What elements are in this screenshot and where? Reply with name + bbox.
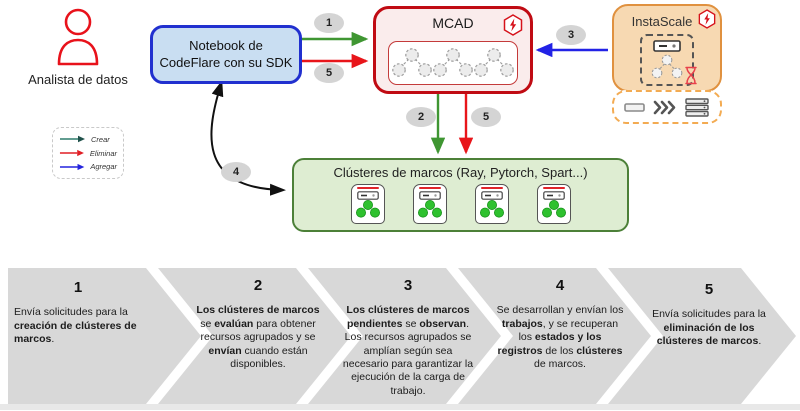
legend-label: Crear [91, 134, 110, 144]
step-2-number: 2 [253, 277, 263, 294]
step-badge-5-down: 5 [471, 107, 501, 127]
legend [52, 127, 124, 179]
framework-clusters-box [292, 158, 629, 232]
instascale-title: InstaScale [631, 14, 693, 29]
operator-hexagon-bolt-icon [698, 9, 716, 29]
worker-pods-icon [355, 200, 381, 218]
worker-pods-icon [479, 200, 505, 218]
step-3 [340, 276, 476, 398]
head-node-icon [357, 191, 379, 200]
server-stack-icon [685, 98, 710, 117]
step-badge-5-top: 5 [314, 63, 344, 83]
step-5-number: 5 [704, 281, 714, 298]
step-5 [646, 280, 772, 349]
step-4 [496, 276, 624, 371]
step-1-text: Envía solicitudes para la creación de clústeres de marcos. [14, 306, 137, 346]
head-node-icon [481, 191, 503, 200]
mcad-title: MCAD [432, 15, 474, 31]
step-badge-1: 1 [314, 13, 344, 33]
legend-row-create [59, 135, 117, 144]
step-3-number: 3 [403, 277, 413, 294]
worker-pods-icon [417, 200, 443, 218]
step-1 [14, 278, 142, 347]
card-accent-line [481, 187, 503, 189]
framework-clusters-title: Clústeres de marcos (Ray, Pytorch, Spart...) [333, 165, 588, 180]
card-accent-line [419, 187, 441, 189]
analyst-label: Analista de datos [28, 72, 128, 87]
legend-label: Agregar [90, 162, 117, 172]
step-badge-4: 4 [221, 162, 251, 182]
process-steps-band [0, 268, 800, 404]
step-badge-2: 2 [406, 107, 436, 127]
head-node-icon [543, 191, 565, 200]
notebook-label-line2: CodeFlare con su SDK [159, 54, 293, 70]
card-accent-line [543, 187, 565, 189]
scaling-tree-icon [647, 54, 687, 80]
hourglass-icon [684, 66, 698, 85]
worker-pods-icon [541, 200, 567, 218]
legend-row-add [59, 162, 117, 171]
step-2-text: Los clústeres de marcos se evalúan para obtener recursos agrupados y se envían cuando están disponibles. [196, 304, 320, 370]
notebook-box [150, 25, 302, 84]
fast-forward-icon [653, 100, 677, 115]
step-4-text: Se desarrollan y envían los trabajos, y se recuperan los estados y los registros de los clústeres de marcos. [496, 304, 624, 370]
mcad-box [373, 6, 533, 94]
bottom-strip [0, 404, 800, 410]
create-arrow-icon [59, 135, 86, 143]
step-4-number: 4 [555, 277, 565, 294]
step-badge-3: 3 [556, 25, 586, 45]
cluster-cards-row [294, 184, 627, 224]
cluster-card [475, 184, 509, 224]
pending-cluster-trees-icon [391, 44, 515, 82]
instascale-box [612, 4, 722, 92]
add-arrow-icon [59, 163, 85, 171]
cluster-card [537, 184, 571, 224]
step-5-text: Envía solicitudes para la eliminación de los clústeres de marcos. [652, 308, 766, 348]
cluster-card [351, 184, 385, 224]
step-2 [192, 276, 324, 371]
cluster-card [413, 184, 447, 224]
notebook-label-line1: Notebook de [189, 38, 263, 54]
step-3-text: Los clústeres de marcos pendientes se observan. Los recursos agrupados se amplían según sea necesario para garantizar la ejecución de la carga de trabajo. [342, 304, 474, 397]
instascale-provision-strip [612, 90, 722, 124]
legend-label: Eliminar [89, 148, 117, 158]
step-1-number: 1 [73, 279, 83, 296]
card-accent-line [357, 187, 379, 189]
pill-node-icon [624, 103, 645, 112]
legend-row-delete [59, 149, 117, 158]
machine-node-icon [653, 40, 681, 52]
head-node-icon [419, 191, 441, 200]
operator-hexagon-bolt-icon [503, 14, 523, 36]
person-icon [55, 6, 101, 68]
mcad-queue-panel [388, 41, 518, 85]
delete-arrow-icon [59, 149, 85, 157]
